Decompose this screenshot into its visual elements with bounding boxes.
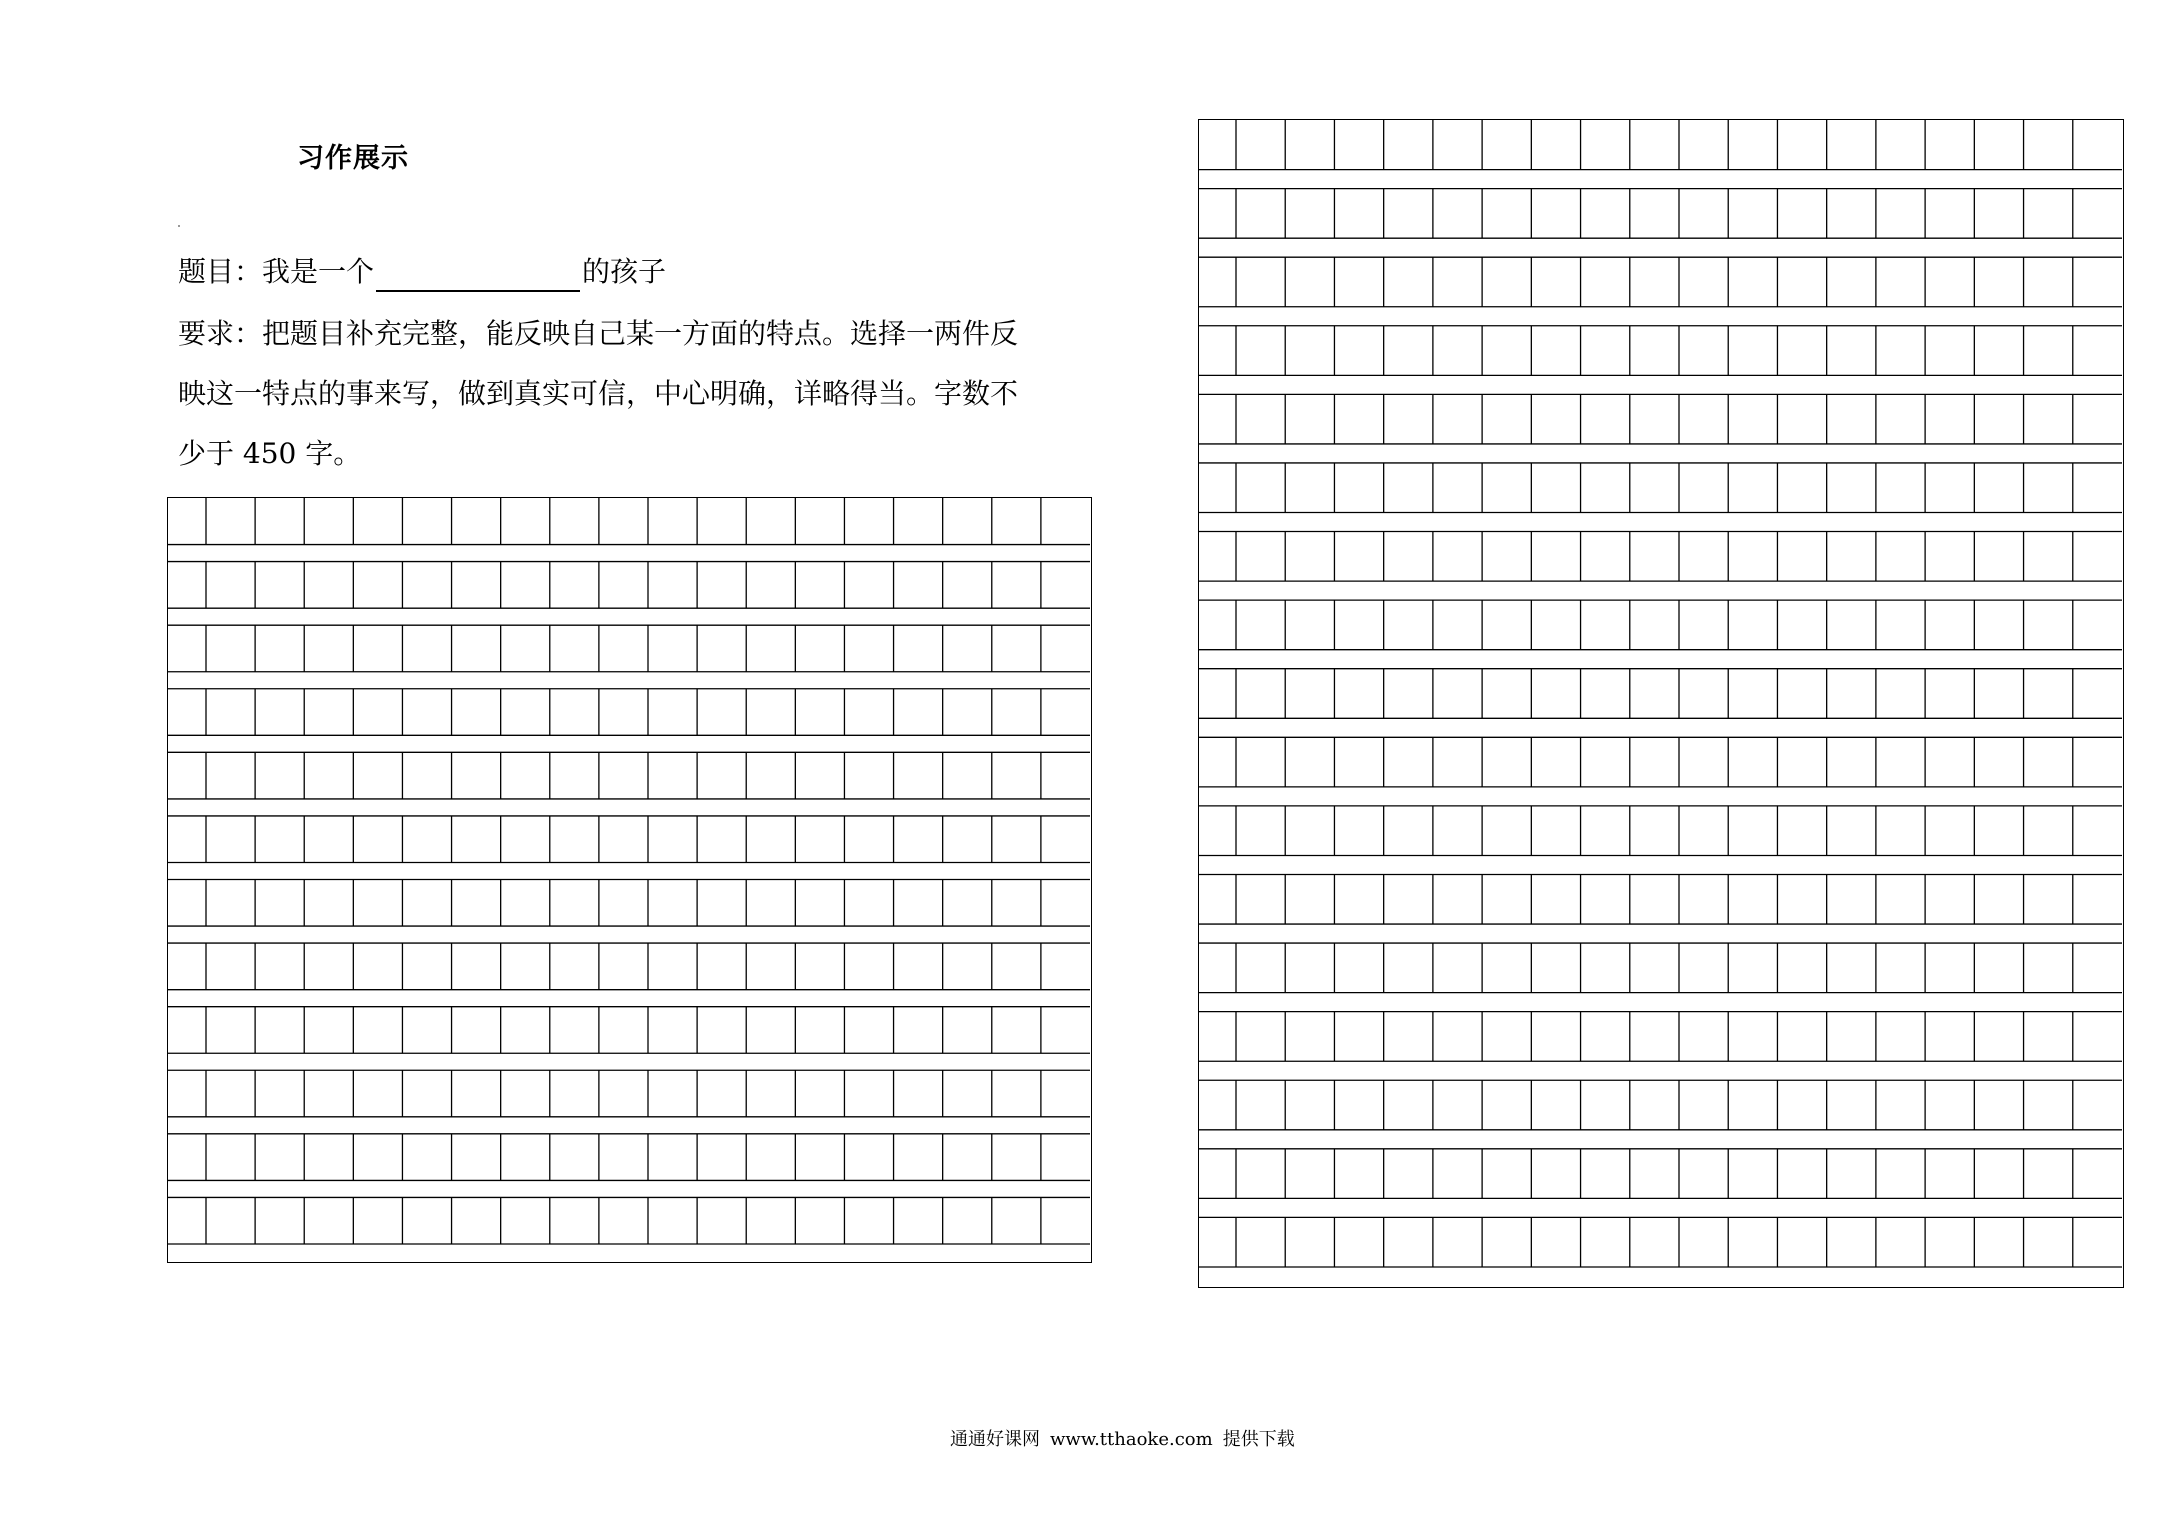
page-title: 习作展示 bbox=[297, 143, 409, 174]
footer bbox=[950, 1425, 1305, 1451]
essay-title-suffix: 的孩子 bbox=[582, 255, 667, 288]
footer-note: 提供下载 bbox=[1222, 1429, 1295, 1450]
writing-grid-left bbox=[167, 497, 1092, 1263]
writing-grid-right bbox=[1198, 119, 2124, 1288]
stray-dot bbox=[178, 225, 180, 227]
essay-title-line bbox=[178, 252, 666, 292]
requirement-line-1: 要求：把题目补充完整，能反映自己某一方面的特点。选择一两件反 bbox=[178, 317, 1019, 350]
requirement-line-2: 映这一特点的事来写，做到真实可信，中心明确，详略得当。字数不 bbox=[178, 377, 1019, 410]
essay-title-blank bbox=[376, 260, 580, 292]
requirement-line-3: 少于 450 字。 bbox=[178, 437, 362, 470]
writing-grid-right-lines bbox=[1199, 120, 2122, 1286]
essay-title-prefix: 题目：我是一个 bbox=[178, 255, 375, 288]
writing-grid-left-lines bbox=[168, 498, 1090, 1261]
footer-site-name: 通通好课网 bbox=[950, 1429, 1040, 1450]
footer-url: www.tthaoke.com bbox=[1050, 1429, 1213, 1450]
